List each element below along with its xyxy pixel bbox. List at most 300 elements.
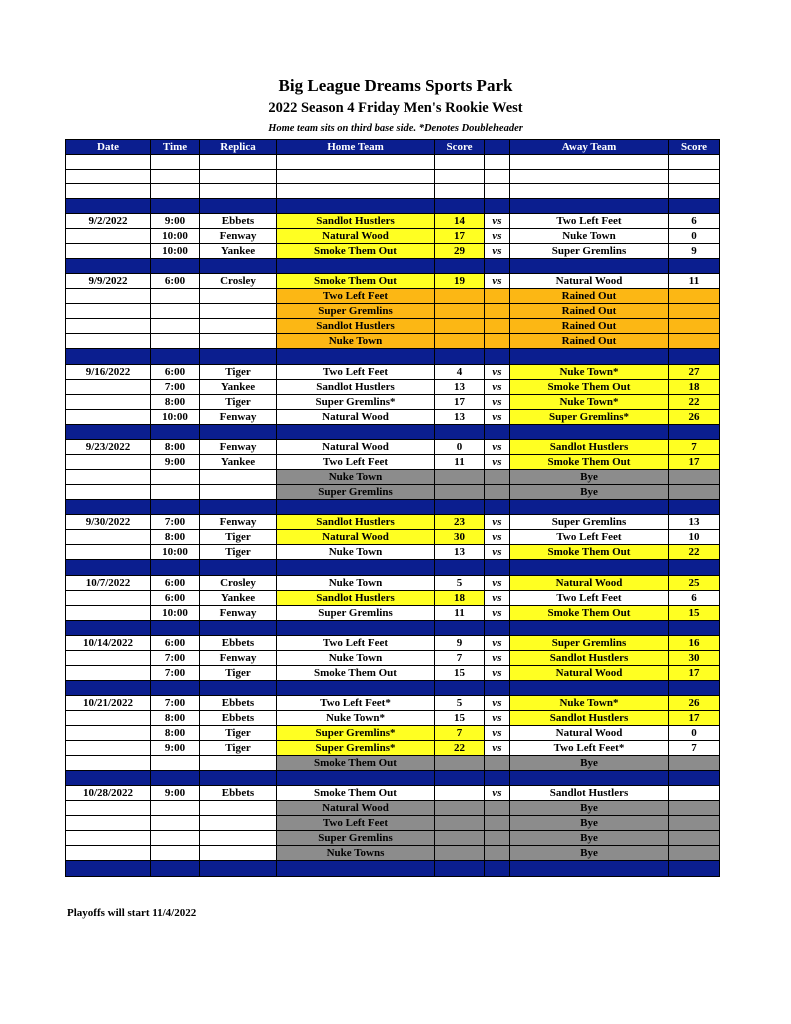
date-cell: 9/2/2022 — [66, 214, 151, 229]
home-team-cell: Natural Wood — [277, 409, 435, 424]
home-team-cell: Two Left Feet — [277, 816, 435, 831]
vs-cell: vs — [485, 696, 510, 711]
vs-cell: vs — [485, 575, 510, 590]
home-score-cell: 11 — [435, 454, 485, 469]
table-row — [66, 846, 720, 861]
time-cell: 8:00 — [151, 726, 200, 741]
vs-cell: vs — [485, 545, 510, 560]
home-team-cell: Smoke Them Out — [277, 756, 435, 771]
vs-cell: vs — [485, 786, 510, 801]
date-cell: 9/16/2022 — [66, 364, 151, 379]
away-score-cell: 0 — [669, 726, 720, 741]
week-separator-row — [66, 620, 720, 635]
away-score-cell: 7 — [669, 741, 720, 756]
home-score-cell: 5 — [435, 575, 485, 590]
empty-cell — [485, 169, 510, 184]
table-row — [66, 590, 720, 605]
column-header-away-score: Score — [669, 140, 720, 155]
table-row — [66, 726, 720, 741]
separator-cell — [669, 560, 720, 575]
home-score-cell: 30 — [435, 530, 485, 545]
vs-cell — [485, 756, 510, 771]
vs-cell — [485, 816, 510, 831]
home-team-cell: Sandlot Hustlers — [277, 515, 435, 530]
away-team-cell: Two Left Feet — [510, 530, 669, 545]
separator-cell — [151, 349, 200, 364]
away-score-cell: 17 — [669, 454, 720, 469]
date-cell — [66, 816, 151, 831]
away-score-cell: 25 — [669, 575, 720, 590]
home-team-cell: Natural Wood — [277, 439, 435, 454]
table-row — [66, 545, 720, 560]
replica-cell — [200, 469, 277, 484]
away-team-cell: Smoke Them Out — [510, 454, 669, 469]
replica-cell: Crosley — [200, 274, 277, 289]
vs-cell: vs — [485, 741, 510, 756]
date-cell — [66, 289, 151, 304]
separator-cell — [151, 861, 200, 876]
time-cell: 7:00 — [151, 379, 200, 394]
time-cell — [151, 334, 200, 349]
home-score-cell: 23 — [435, 515, 485, 530]
empty-cell — [277, 155, 435, 170]
vs-cell: vs — [485, 379, 510, 394]
home-score-cell — [435, 484, 485, 499]
home-score-cell — [435, 304, 485, 319]
date-cell — [66, 244, 151, 259]
table-row — [66, 214, 720, 229]
replica-cell: Ebbets — [200, 786, 277, 801]
home-team-cell: Super Gremlins — [277, 605, 435, 620]
separator-cell — [66, 861, 151, 876]
empty-cell — [277, 184, 435, 199]
vs-cell: vs — [485, 515, 510, 530]
replica-cell — [200, 816, 277, 831]
home-score-cell — [435, 786, 485, 801]
vs-cell: vs — [485, 530, 510, 545]
home-score-cell: 13 — [435, 379, 485, 394]
separator-cell — [200, 259, 277, 274]
away-team-cell: Sandlot Hustlers — [510, 711, 669, 726]
separator-cell — [200, 349, 277, 364]
date-cell — [66, 590, 151, 605]
away-score-cell — [669, 756, 720, 771]
vs-cell: vs — [485, 394, 510, 409]
empty-cell — [66, 155, 151, 170]
separator-cell — [435, 861, 485, 876]
replica-cell: Fenway — [200, 439, 277, 454]
home-score-cell — [435, 801, 485, 816]
time-cell: 8:00 — [151, 394, 200, 409]
away-team-cell: Sandlot Hustlers — [510, 439, 669, 454]
away-team-cell: Nuke Town — [510, 229, 669, 244]
date-cell — [66, 484, 151, 499]
separator-cell — [200, 861, 277, 876]
separator-cell — [485, 259, 510, 274]
time-cell: 8:00 — [151, 530, 200, 545]
separator-cell — [435, 771, 485, 786]
separator-cell — [485, 349, 510, 364]
empty-cell — [151, 169, 200, 184]
date-cell: 9/30/2022 — [66, 515, 151, 530]
replica-cell: Tiger — [200, 530, 277, 545]
away-score-cell — [669, 831, 720, 846]
home-score-cell: 15 — [435, 665, 485, 680]
replica-cell — [200, 756, 277, 771]
table-row — [66, 469, 720, 484]
replica-cell: Ebbets — [200, 214, 277, 229]
separator-cell — [435, 259, 485, 274]
replica-cell: Yankee — [200, 590, 277, 605]
replica-cell: Yankee — [200, 379, 277, 394]
separator-cell — [277, 560, 435, 575]
away-score-cell: 26 — [669, 409, 720, 424]
replica-cell: Ebbets — [200, 711, 277, 726]
separator-cell — [66, 620, 151, 635]
date-cell — [66, 409, 151, 424]
time-cell: 10:00 — [151, 545, 200, 560]
away-score-cell: 30 — [669, 650, 720, 665]
replica-cell: Fenway — [200, 605, 277, 620]
separator-cell — [435, 680, 485, 695]
replica-cell — [200, 801, 277, 816]
away-score-cell — [669, 801, 720, 816]
separator-cell — [669, 680, 720, 695]
home-team-cell: Sandlot Hustlers — [277, 214, 435, 229]
replica-cell — [200, 846, 277, 861]
home-score-cell: 13 — [435, 545, 485, 560]
date-cell: 10/7/2022 — [66, 575, 151, 590]
away-team-cell: Natural Wood — [510, 274, 669, 289]
away-team-cell: Rained Out — [510, 304, 669, 319]
date-cell: 9/23/2022 — [66, 439, 151, 454]
separator-cell — [485, 499, 510, 514]
column-header-vs — [485, 140, 510, 155]
away-score-cell: 27 — [669, 364, 720, 379]
vs-cell: vs — [485, 439, 510, 454]
time-cell: 6:00 — [151, 635, 200, 650]
table-row — [66, 635, 720, 650]
time-cell: 9:00 — [151, 741, 200, 756]
away-team-cell: Rained Out — [510, 289, 669, 304]
date-cell — [66, 304, 151, 319]
away-score-cell: 6 — [669, 590, 720, 605]
away-score-cell: 6 — [669, 214, 720, 229]
separator-cell — [669, 198, 720, 213]
time-cell: 8:00 — [151, 439, 200, 454]
separator-cell — [151, 499, 200, 514]
time-cell: 9:00 — [151, 786, 200, 801]
empty-cell — [510, 184, 669, 199]
home-team-cell: Two Left Feet — [277, 289, 435, 304]
week-separator-row — [66, 259, 720, 274]
separator-cell — [669, 424, 720, 439]
home-team-cell: Sandlot Hustlers — [277, 379, 435, 394]
time-cell: 6:00 — [151, 590, 200, 605]
empty-cell — [669, 169, 720, 184]
home-score-cell: 17 — [435, 394, 485, 409]
away-score-cell — [669, 304, 720, 319]
home-score-cell — [435, 319, 485, 334]
away-team-cell: Bye — [510, 816, 669, 831]
replica-cell: Tiger — [200, 394, 277, 409]
replica-cell — [200, 289, 277, 304]
column-header-replica: Replica — [200, 140, 277, 155]
table-row — [66, 439, 720, 454]
column-header-time: Time — [151, 140, 200, 155]
empty-cell — [669, 184, 720, 199]
home-team-cell: Nuke Town — [277, 469, 435, 484]
time-cell: 6:00 — [151, 575, 200, 590]
away-score-cell — [669, 786, 720, 801]
separator-cell — [66, 349, 151, 364]
separator-cell — [200, 499, 277, 514]
home-team-cell: Sandlot Hustlers — [277, 319, 435, 334]
away-score-cell: 9 — [669, 244, 720, 259]
separator-cell — [66, 499, 151, 514]
vs-cell: vs — [485, 364, 510, 379]
away-team-cell: Rained Out — [510, 319, 669, 334]
table-row — [66, 379, 720, 394]
week-separator-row — [66, 499, 720, 514]
separator-cell — [66, 560, 151, 575]
playoffs-note: Playoffs will start 11/4/2022 — [67, 907, 197, 919]
separator-cell — [151, 560, 200, 575]
table-header-row — [66, 140, 720, 155]
replica-cell: Fenway — [200, 515, 277, 530]
separator-cell — [485, 424, 510, 439]
home-team-cell: Super Gremlins* — [277, 394, 435, 409]
date-cell — [66, 665, 151, 680]
empty-cell — [66, 169, 151, 184]
home-score-cell: 18 — [435, 590, 485, 605]
table-row — [66, 515, 720, 530]
vs-cell: vs — [485, 726, 510, 741]
date-cell — [66, 801, 151, 816]
date-cell — [66, 605, 151, 620]
separator-cell — [66, 771, 151, 786]
separator-cell — [510, 620, 669, 635]
home-team-cell: Nuke Town — [277, 650, 435, 665]
away-score-cell: 16 — [669, 635, 720, 650]
separator-cell — [510, 259, 669, 274]
home-score-cell: 11 — [435, 605, 485, 620]
blank-row — [66, 184, 720, 199]
date-cell — [66, 394, 151, 409]
separator-cell — [510, 349, 669, 364]
table-row — [66, 605, 720, 620]
away-team-cell: Super Gremlins — [510, 244, 669, 259]
date-cell — [66, 831, 151, 846]
home-score-cell: 9 — [435, 635, 485, 650]
separator-cell — [669, 499, 720, 514]
replica-cell — [200, 334, 277, 349]
home-score-cell: 15 — [435, 711, 485, 726]
away-team-cell: Bye — [510, 484, 669, 499]
home-team-cell: Sandlot Hustlers — [277, 590, 435, 605]
away-score-cell: 15 — [669, 605, 720, 620]
home-team-cell: Nuke Town — [277, 575, 435, 590]
home-team-cell: Nuke Town* — [277, 711, 435, 726]
vs-cell: vs — [485, 274, 510, 289]
column-header-date: Date — [66, 140, 151, 155]
separator-cell — [277, 861, 435, 876]
week-separator-row — [66, 861, 720, 876]
separator-cell — [435, 349, 485, 364]
replica-cell: Ebbets — [200, 635, 277, 650]
home-team-cell: Two Left Feet — [277, 454, 435, 469]
table-row — [66, 801, 720, 816]
date-cell — [66, 726, 151, 741]
separator-cell — [277, 259, 435, 274]
away-score-cell: 26 — [669, 696, 720, 711]
schedule-note: Home team sits on third base side. *Denotes Doubleheader — [268, 123, 523, 134]
away-score-cell: 0 — [669, 229, 720, 244]
home-score-cell: 0 — [435, 439, 485, 454]
separator-cell — [151, 424, 200, 439]
date-cell: 10/14/2022 — [66, 635, 151, 650]
away-team-cell: Sandlot Hustlers — [510, 786, 669, 801]
empty-cell — [200, 169, 277, 184]
away-team-cell: Bye — [510, 756, 669, 771]
home-team-cell: Two Left Feet — [277, 364, 435, 379]
empty-cell — [669, 155, 720, 170]
empty-cell — [200, 155, 277, 170]
away-team-cell: Bye — [510, 846, 669, 861]
time-cell: 9:00 — [151, 214, 200, 229]
table-row — [66, 756, 720, 771]
home-team-cell: Natural Wood — [277, 801, 435, 816]
vs-cell — [485, 846, 510, 861]
table-row — [66, 786, 720, 801]
column-header-home-team: Home Team — [277, 140, 435, 155]
time-cell: 10:00 — [151, 229, 200, 244]
separator-cell — [669, 861, 720, 876]
replica-cell: Tiger — [200, 665, 277, 680]
date-cell — [66, 846, 151, 861]
table-row — [66, 454, 720, 469]
time-cell: 7:00 — [151, 696, 200, 711]
time-cell: 10:00 — [151, 409, 200, 424]
time-cell — [151, 304, 200, 319]
table-row — [66, 575, 720, 590]
home-team-cell: Nuke Towns — [277, 846, 435, 861]
home-score-cell: 5 — [435, 696, 485, 711]
separator-cell — [510, 861, 669, 876]
vs-cell — [485, 304, 510, 319]
table-row — [66, 665, 720, 680]
home-score-cell: 22 — [435, 741, 485, 756]
replica-cell — [200, 319, 277, 334]
empty-cell — [510, 155, 669, 170]
vs-cell: vs — [485, 590, 510, 605]
week-separator-row — [66, 560, 720, 575]
home-team-cell: Super Gremlins* — [277, 741, 435, 756]
away-score-cell: 22 — [669, 545, 720, 560]
replica-cell: Fenway — [200, 650, 277, 665]
home-score-cell: 17 — [435, 229, 485, 244]
table-row — [66, 530, 720, 545]
empty-cell — [435, 169, 485, 184]
away-score-cell — [669, 289, 720, 304]
vs-cell: vs — [485, 711, 510, 726]
separator-cell — [151, 198, 200, 213]
schedule-body — [66, 155, 720, 877]
separator-cell — [277, 349, 435, 364]
home-score-cell: 14 — [435, 214, 485, 229]
away-team-cell: Super Gremlins — [510, 515, 669, 530]
home-score-cell — [435, 846, 485, 861]
separator-cell — [151, 771, 200, 786]
time-cell — [151, 816, 200, 831]
separator-cell — [510, 198, 669, 213]
away-score-cell — [669, 469, 720, 484]
away-team-cell: Bye — [510, 831, 669, 846]
replica-cell: Yankee — [200, 244, 277, 259]
table-row — [66, 289, 720, 304]
table-row — [66, 229, 720, 244]
away-team-cell: Super Gremlins — [510, 635, 669, 650]
separator-cell — [151, 259, 200, 274]
home-score-cell: 7 — [435, 650, 485, 665]
separator-cell — [200, 198, 277, 213]
separator-cell — [200, 771, 277, 786]
home-team-cell: Super Gremlins — [277, 484, 435, 499]
away-team-cell: Super Gremlins* — [510, 409, 669, 424]
home-team-cell: Super Gremlins — [277, 304, 435, 319]
home-team-cell: Smoke Them Out — [277, 274, 435, 289]
away-team-cell: Nuke Town* — [510, 394, 669, 409]
time-cell: 7:00 — [151, 665, 200, 680]
week-separator-row — [66, 349, 720, 364]
date-cell — [66, 319, 151, 334]
column-header-away-team: Away Team — [510, 140, 669, 155]
time-cell: 6:00 — [151, 274, 200, 289]
date-cell — [66, 229, 151, 244]
table-row — [66, 244, 720, 259]
table-row — [66, 274, 720, 289]
away-score-cell: 7 — [669, 439, 720, 454]
time-cell: 8:00 — [151, 711, 200, 726]
separator-cell — [66, 424, 151, 439]
separator-cell — [200, 680, 277, 695]
separator-cell — [66, 198, 151, 213]
time-cell — [151, 319, 200, 334]
away-team-cell: Sandlot Hustlers — [510, 650, 669, 665]
home-team-cell: Natural Wood — [277, 530, 435, 545]
table-row — [66, 409, 720, 424]
time-cell — [151, 846, 200, 861]
home-score-cell — [435, 756, 485, 771]
separator-cell — [435, 560, 485, 575]
empty-cell — [435, 155, 485, 170]
table-row — [66, 650, 720, 665]
away-score-cell — [669, 846, 720, 861]
home-score-cell — [435, 289, 485, 304]
home-team-cell: Two Left Feet — [277, 635, 435, 650]
page-title: Big League Dreams Sports Park — [278, 76, 513, 95]
away-team-cell: Bye — [510, 469, 669, 484]
vs-cell — [485, 289, 510, 304]
separator-cell — [200, 560, 277, 575]
empty-cell — [277, 169, 435, 184]
separator-cell — [485, 560, 510, 575]
separator-cell — [435, 424, 485, 439]
away-team-cell: Natural Wood — [510, 665, 669, 680]
vs-cell — [485, 484, 510, 499]
separator-cell — [277, 198, 435, 213]
away-score-cell — [669, 484, 720, 499]
